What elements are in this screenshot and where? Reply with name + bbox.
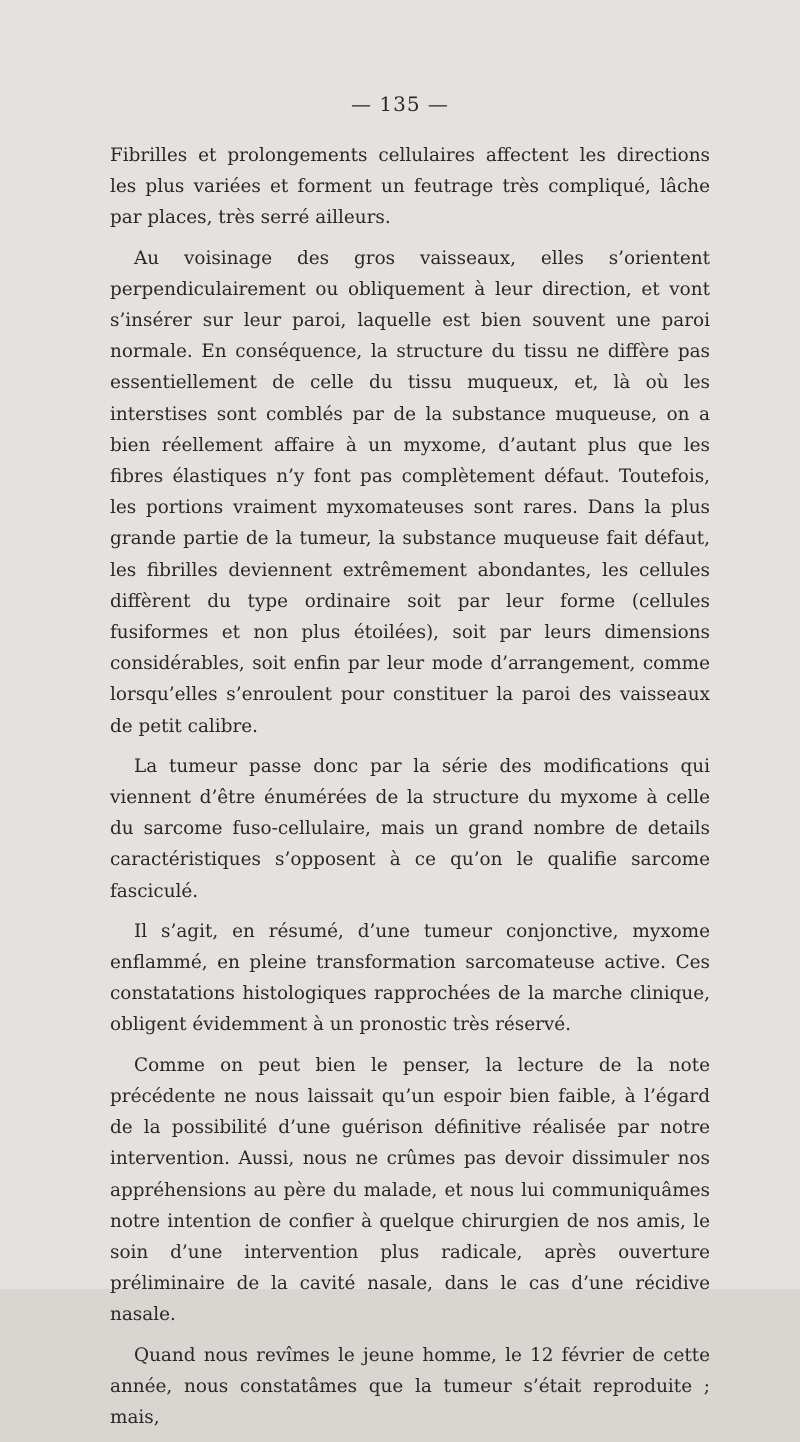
paragraph: Fibrilles et prolongements cellulaires affectent les directions les plus variées et forment un feutrage très compliqué, lâche par places, très serré ailleurs. — [110, 145, 710, 229]
body-text — [110, 140, 710, 1442]
paragraph: Il s’agit, en résumé, d’une tumeur conjonctive, myxome enflammé, en pleine transformation sarcomateuse active. Ces constatations histologiques rapprochées de la marche clinique, obligent évidemment à un pronostic très réservé. — [110, 920, 710, 1036]
page-number: — 135 — — [351, 92, 449, 116]
paragraph: Au voisinage des gros vaisseaux, elles s’orientent perpendiculairement ou obliquement à leur direction, et vont s’insérer sur leur paroi, laquelle est bien souvent une paroi normale. En conséquence, la structure du tissu ne diffère pas essentiellement de celle du tissu muqueux, et, là où les interstises sont comblés par de la substance muqueuse, on a bien réellement affaire à un myxome, d’autant plus que les fibres élastiques n’y font pas complètement défaut. Toutefois, les portions vraiment myxomateuses sont rares. Dans la plus grande partie de la tumeur, la substance muqueuse fait défaut, les fibrilles deviennent extrêmement abondantes, les cellules diffèrent du type ordinaire soit par leur forme (cellules fusiformes et non plus étoilées), soit par leurs dimensions considérables, soit enfin par leur mode d’arrangement, comme lorsqu’elles s’enroulent pour constituer la paroi des vaisseaux de petit calibre. — [110, 247, 710, 737]
paragraph: La tumeur passe donc par la série des modifications qui viennent d’être énumérées de la structure du myxome à celle du sarcome fuso-cellulaire, mais un grand nombre de details caractéristiques s’opposent à ce qu’on le qualifie sarcome fasciculé. — [110, 755, 710, 902]
paragraph: Comme on peut bien le penser, la lecture de la note précédente ne nous laissait qu’un espoir bien faible, à l’égard de la possibilité d’une guérison définitive réalisée par notre intervention. Aussi, nous ne crûmes pas devoir dissimuler nos appréhensions au père du malade, et nous lui communiquâmes notre intention de confier à quelque chirurgien de nos amis, le soin d’une intervention plus radicale, après ouverture préliminaire de la cavité nasale, dans le cas d’une récidive nasale. — [110, 1054, 710, 1326]
paragraph: Quand nous revîmes le jeune homme, le 12 février de cette année, nous constatâmes que la tumeur s’était reproduite ; mais, — [110, 1344, 710, 1428]
